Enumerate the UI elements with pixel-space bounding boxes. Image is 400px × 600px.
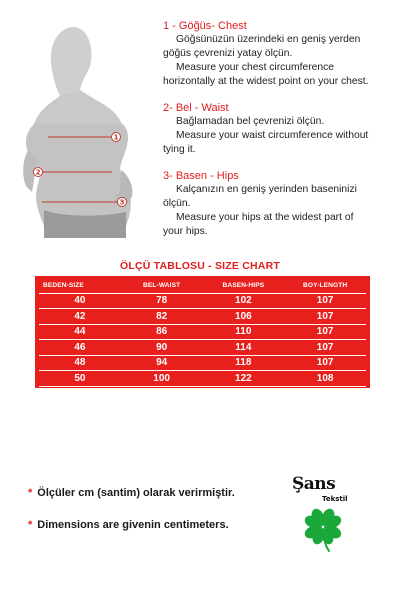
cell-waist: 78 [121,293,203,309]
bullet-star: * [28,487,33,499]
table-row [39,309,366,325]
svg-text:2: 2 [35,168,41,177]
svg-text:3: 3 [119,198,125,207]
note-turkish-text: Ölçüler cm (santim) olarak verirmiştir. [37,487,235,499]
chest-line: Göğsünüzün üzerindeki en geniş yerden [176,34,361,45]
size-chart-title: ÖLÇÜ TABLOSU - SIZE CHART [120,260,280,272]
cell-hips: 118 [203,355,285,371]
cell-size: 50 [39,371,121,387]
waist-title: 2- Bel - Waist [163,102,229,114]
waist-line: Measure your waist circumference without [176,130,369,141]
cell-length: 107 [284,340,366,356]
marker-chest [112,133,121,142]
cell-size: 46 [39,340,121,356]
figure-hood [34,90,122,124]
header-size: BEDEN-SIZE [43,282,84,290]
logo-name: Şans [292,474,336,494]
cell-size: 48 [39,355,121,371]
body-figure-illustration [18,20,148,245]
cell-hips: 102 [203,293,285,309]
note-turkish [28,487,235,499]
chest-section [163,19,393,89]
four-leaf-clover-icon [300,504,346,552]
hips-line: ölçün. [163,198,191,209]
cell-waist: 90 [121,340,203,356]
cell-length: 108 [284,371,366,387]
size-chart-table [39,279,366,387]
cell-size: 42 [39,309,121,325]
chest-title: 1 - Göğüs- Chest [163,20,247,32]
cell-waist: 94 [121,355,203,371]
hips-line: Measure your hips at the widest part of [176,212,354,223]
brand-logo [292,474,372,554]
cell-hips: 122 [203,371,285,387]
waist-line: Bağlamadan bel çevrenizi ölçün. [176,116,325,127]
table-row [39,340,366,356]
measurement-instructions [163,19,393,251]
table-header-row [39,279,366,293]
cell-length: 107 [284,309,366,325]
header-waist: BEL-WAIST [143,282,181,290]
chest-line: horizontally at the widest point on your chest. [163,76,369,87]
size-chart [35,276,370,388]
cell-hips: 106 [203,309,285,325]
note-english [28,519,229,531]
cell-waist: 100 [121,371,203,387]
cell-length: 107 [284,324,366,340]
cell-length: 107 [284,293,366,309]
header-length: BOY-LENGTH [303,282,348,290]
header-hips: BASEN-HIPS [222,282,265,290]
waist-line: tying it. [163,144,196,155]
cell-hips: 114 [203,340,285,356]
waist-section [163,101,393,157]
note-english-text: Dimensions are givenin centimeters. [37,519,229,531]
table-row [39,355,366,371]
marker-hips [118,198,127,207]
cell-waist: 82 [121,309,203,325]
hips-line: your hips. [163,226,208,237]
hips-title: 3- Basen - Hips [163,170,239,182]
marker-waist [34,168,43,177]
chest-line: Measure your chest circumference [176,62,334,73]
cell-size: 44 [39,324,121,340]
bullet-star: * [28,519,33,531]
table-row [39,324,366,340]
hips-section [163,169,393,239]
cell-waist: 86 [121,324,203,340]
svg-text:1: 1 [113,133,119,142]
cell-hips: 110 [203,324,285,340]
cell-length: 107 [284,355,366,371]
cell-size: 40 [39,293,121,309]
table-row [39,293,366,309]
table-row [39,371,366,387]
logo-subtitle: Tekstil [322,495,348,503]
chest-line: göğüs çevrenizi yatay ölçün. [163,48,293,59]
hips-line: Kalçanızın en geniş yerinden baseninizi [176,184,357,195]
